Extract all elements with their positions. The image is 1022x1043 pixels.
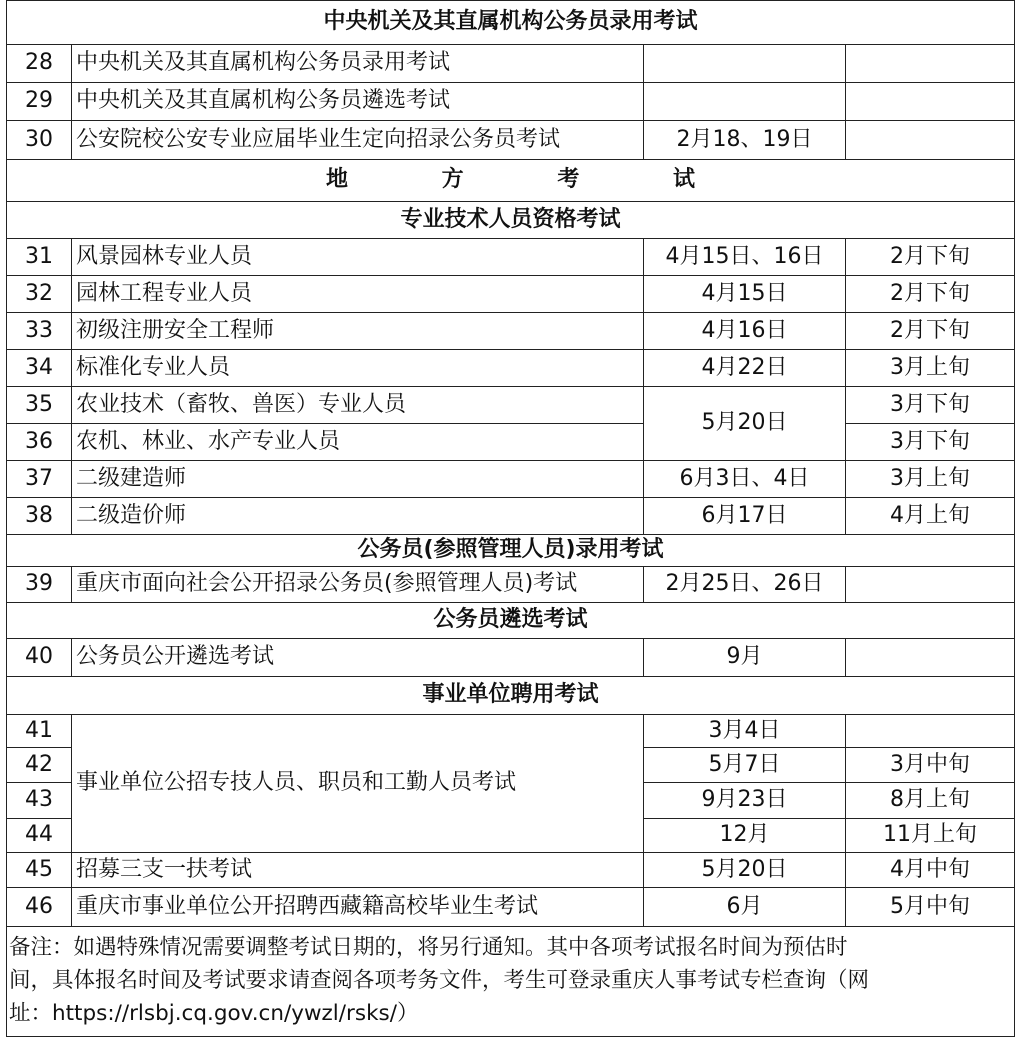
registration-time (846, 83, 1015, 121)
exam-date (644, 83, 846, 121)
row-number: 39 (7, 567, 72, 603)
exam-name: 招募三支一扶考试 (72, 853, 644, 888)
exam-date: 6月 (644, 888, 846, 927)
registration-time: 3月上旬 (846, 350, 1015, 387)
exam-date: 12月 (644, 819, 846, 853)
exam-name: 重庆市事业单位公开招聘西藏籍高校毕业生考试 (72, 888, 644, 927)
registration-time: 3月下旬 (846, 424, 1015, 461)
remarks (7, 927, 1015, 1037)
exam-name: 初级注册安全工程师 (72, 313, 644, 350)
row-number: 42 (7, 748, 72, 783)
exam-name: 农业技术（畜牧、兽医）专业人员 (72, 387, 644, 424)
exam-date: 9月 (644, 639, 846, 677)
registration-time (846, 639, 1015, 677)
registration-time: 11月上旬 (846, 819, 1015, 853)
note-row (7, 927, 1015, 1037)
row-number: 34 (7, 350, 72, 387)
table-row (7, 888, 1015, 927)
registration-time (846, 567, 1015, 603)
exam-name: 二级建造师 (72, 461, 644, 498)
registration-time: 4月中旬 (846, 853, 1015, 888)
exam-date: 3月4日 (644, 715, 846, 748)
exam-date: 5月20日 (644, 387, 846, 461)
table-row (7, 424, 1015, 461)
row-number: 41 (7, 715, 72, 748)
row-number: 28 (7, 45, 72, 83)
exam-name: 中央机关及其直属机构公务员录用考试 (72, 45, 644, 83)
exam-name: 风景园林专业人员 (72, 239, 644, 276)
exam-date: 2月25日、26日 (644, 567, 846, 603)
section-title: 专业技术人员资格考试 (7, 202, 1015, 239)
registration-time: 3月中旬 (846, 748, 1015, 783)
section-header-public-institution (7, 677, 1015, 715)
exam-name: 标准化专业人员 (72, 350, 644, 387)
table-row (7, 387, 1015, 424)
exam-name: 公安院校公安专业应届毕业生定向招录公务员考试 (72, 121, 644, 160)
row-number: 45 (7, 853, 72, 888)
table-row (7, 121, 1015, 160)
exam-date: 5月20日 (644, 853, 846, 888)
row-number: 35 (7, 387, 72, 424)
exam-date: 4月16日 (644, 313, 846, 350)
row-number: 33 (7, 313, 72, 350)
table-row (7, 498, 1015, 535)
registration-time: 3月上旬 (846, 461, 1015, 498)
table-row (7, 276, 1015, 313)
exam-date (644, 45, 846, 83)
exam-name: 园林工程专业人员 (72, 276, 644, 313)
row-number: 38 (7, 498, 72, 535)
section-title: 地 方 考 试 (7, 160, 1015, 202)
exam-date: 4月15日 (644, 276, 846, 313)
exam-name: 重庆市面向社会公开招录公务员(参照管理人员)考试 (72, 567, 644, 603)
registration-time: 2月下旬 (846, 239, 1015, 276)
exam-name: 事业单位公招专技人员、职员和工勤人员考试 (72, 715, 644, 853)
table-row (7, 461, 1015, 498)
note-line: 间，具体报名时间及考试要求请查阅各项考务文件，考生可登录重庆人事考试专栏查询（网 (9, 968, 870, 993)
note-line: 备注：如遇特殊情况需要调整考试日期的，将另行通知。其中各项考试报名时间为预估时 (9, 935, 848, 960)
exam-name: 公务员公开遴选考试 (72, 639, 644, 677)
row-number: 32 (7, 276, 72, 313)
exam-date: 4月15日、16日 (644, 239, 846, 276)
registration-time (846, 715, 1015, 748)
table-row (7, 853, 1015, 888)
row-number: 43 (7, 783, 72, 819)
registration-time: 2月下旬 (846, 313, 1015, 350)
section-title: 公务员遴选考试 (7, 603, 1015, 639)
section-title: 事业单位聘用考试 (7, 677, 1015, 715)
row-number: 31 (7, 239, 72, 276)
row-number: 30 (7, 121, 72, 160)
section-header-civil-recruit (7, 535, 1015, 567)
registration-time: 5月中旬 (846, 888, 1015, 927)
exam-date: 9月23日 (644, 783, 846, 819)
table-row (7, 567, 1015, 603)
row-number: 40 (7, 639, 72, 677)
section-title: 中央机关及其直属机构公务员录用考试 (7, 1, 1015, 45)
exam-date: 4月22日 (644, 350, 846, 387)
registration-time: 4月上旬 (846, 498, 1015, 535)
table-row (7, 83, 1015, 121)
registration-time (846, 45, 1015, 83)
row-number: 36 (7, 424, 72, 461)
note-line: 址：https://rlsbj.cq.gov.cn/ywzl/rsks/） (9, 1001, 419, 1026)
exam-date: 6月3日、4日 (644, 461, 846, 498)
table-row (7, 239, 1015, 276)
registration-time: 2月下旬 (846, 276, 1015, 313)
registration-time: 8月上旬 (846, 783, 1015, 819)
exam-name: 农机、林业、水产专业人员 (72, 424, 644, 461)
registration-time: 3月下旬 (846, 387, 1015, 424)
row-number: 29 (7, 83, 72, 121)
row-number: 37 (7, 461, 72, 498)
table-row (7, 350, 1015, 387)
exam-name: 二级造价师 (72, 498, 644, 535)
table-row (7, 313, 1015, 350)
table-row (7, 639, 1015, 677)
registration-time (846, 121, 1015, 160)
exam-date: 5月7日 (644, 748, 846, 783)
exam-date: 2月18、19日 (644, 121, 846, 160)
table-row (7, 45, 1015, 83)
exam-schedule-table (6, 0, 1015, 1037)
section-title: 公务员(参照管理人员)录用考试 (7, 535, 1015, 567)
row-number: 44 (7, 819, 72, 853)
exam-name: 中央机关及其直属机构公务员遴选考试 (72, 83, 644, 121)
section-header-local (7, 160, 1015, 202)
section-header-civil-transfer (7, 603, 1015, 639)
section-header-central (7, 1, 1015, 45)
table-row (7, 715, 1015, 748)
section-header-professional (7, 202, 1015, 239)
row-number: 46 (7, 888, 72, 927)
exam-date: 6月17日 (644, 498, 846, 535)
